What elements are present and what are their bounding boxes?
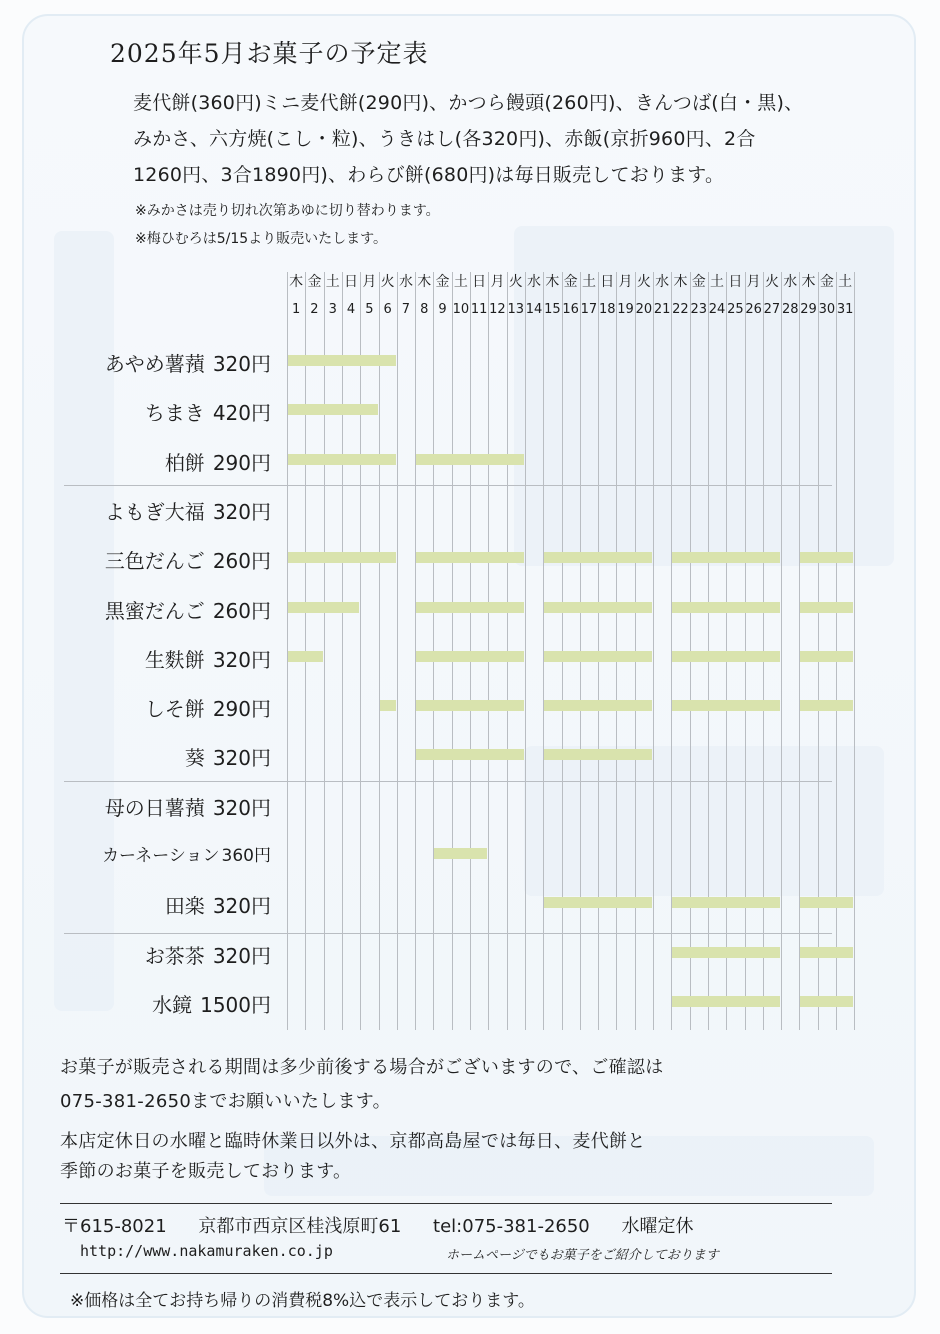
footer-divider-top	[60, 1203, 832, 1204]
availability-bar	[380, 700, 396, 711]
date-header: 16	[562, 302, 579, 317]
availability-bar	[800, 897, 853, 908]
closed-day: 水曜定休	[621, 1216, 694, 1237]
weekday-header: 水	[655, 274, 670, 290]
item-label	[165, 447, 271, 476]
date-header: 26	[745, 302, 762, 317]
item-label	[145, 644, 271, 673]
note-umehimuro: ※梅ひむろは5/15より販売いたします。	[135, 231, 388, 247]
date-header: 24	[708, 302, 726, 317]
availability-bar	[672, 700, 780, 711]
availability-bar	[288, 651, 323, 662]
availability-bar	[800, 602, 853, 613]
intro-line-2: みかさ、六方焼(こし・粒)、うきはし(各320円)、赤飯(京折960円、2合	[133, 128, 756, 150]
date-header: 18	[598, 302, 616, 317]
availability-bar	[672, 651, 780, 662]
item-name: お茶茶	[144, 943, 205, 968]
item-price: 1500円	[200, 992, 271, 1017]
weekday-header: 土	[453, 274, 468, 290]
item-name: 黒蜜だんご	[104, 598, 205, 623]
availability-bar	[288, 404, 378, 415]
date-header: 11	[470, 302, 488, 317]
item-price: 360円	[221, 846, 271, 866]
date-header: 19	[617, 302, 634, 317]
date-header: 15	[544, 302, 561, 317]
website-link[interactable]: http://www.nakamuraken.co.jp	[80, 1242, 333, 1260]
address: 京都市西京区桂浅原町61	[198, 1216, 402, 1237]
note-mikasa: ※みかさは売り切れ次第あゆに切り替わります。	[135, 203, 440, 219]
weekday-header: 月	[362, 274, 377, 290]
weekday-header: 金	[691, 274, 706, 290]
weekday-header: 金	[563, 274, 578, 290]
date-header: 8	[420, 302, 429, 317]
item-label	[105, 545, 271, 574]
item-label	[105, 496, 271, 525]
item-name: 柏餅	[164, 450, 205, 475]
availability-bar	[416, 552, 524, 563]
date-header: 9	[438, 302, 447, 317]
availability-bar	[434, 848, 487, 859]
weekday-header: 火	[636, 274, 651, 290]
date-header: 4	[346, 302, 356, 317]
item-price: 320円	[212, 795, 271, 820]
item-label	[145, 693, 271, 722]
grid-column-line	[781, 272, 782, 1030]
item-name: ちまき	[144, 401, 205, 426]
item-label	[185, 742, 271, 771]
intro-line-3: 1260円、3合1890円)、わらび餅(680円)は毎日販売しております。	[133, 164, 725, 186]
availability-bar	[416, 749, 524, 760]
notice-line-1: お菓子が販売される期間は多少前後する場合がございますので、ご確認は	[60, 1057, 664, 1078]
grid-column-line	[342, 272, 343, 1030]
date-header: 5	[365, 302, 374, 317]
availability-bar	[288, 602, 359, 613]
intro-line-1: 麦代餅(360円)ミニ麦代餅(290円)、かつら饅頭(260円)、きんつば(白・黒)、	[133, 92, 804, 114]
availability-bar	[544, 651, 652, 662]
item-label	[145, 940, 271, 969]
date-header: 21	[653, 302, 671, 317]
availability-bar	[800, 552, 853, 563]
date-header: 20	[635, 302, 653, 317]
weekday-header: 金	[819, 274, 834, 290]
weekday-header: 木	[673, 274, 688, 290]
item-price: 320円	[212, 647, 271, 672]
item-price: 260円	[212, 598, 271, 623]
weekday-header: 木	[417, 274, 432, 290]
weekday-header: 月	[746, 274, 761, 290]
availability-bar	[800, 947, 853, 958]
date-header: 28	[781, 302, 799, 317]
availability-bar	[416, 602, 524, 613]
item-name: しそ餅	[144, 697, 205, 722]
weekday-header: 日	[344, 274, 359, 290]
notice-line-4: 季節のお菓子を販売しております。	[60, 1161, 352, 1182]
availability-bar	[544, 602, 652, 613]
item-name: よもぎ大福	[104, 499, 205, 524]
notice-line-2: 075-381-2650までお願いいたします。	[60, 1091, 391, 1112]
item-name: 水鏡	[152, 992, 193, 1017]
group-separator	[64, 781, 832, 782]
date-header: 25	[727, 302, 744, 317]
grid-column-line	[324, 272, 325, 1030]
availability-bar	[544, 897, 652, 908]
date-header: 10	[452, 302, 470, 317]
weekday-header: 月	[618, 274, 633, 290]
availability-bar	[672, 897, 780, 908]
grid-column-line	[525, 272, 526, 1030]
item-name: 葵	[184, 746, 205, 771]
item-name: 母の日薯蕷	[104, 795, 205, 820]
item-price: 260円	[212, 549, 271, 574]
item-price: 290円	[212, 450, 271, 475]
availability-bar	[672, 602, 780, 613]
item-name: 生麩餅	[144, 647, 205, 672]
phone: tel:075-381-2650	[433, 1216, 590, 1237]
weekday-header: 火	[508, 274, 523, 290]
postal-code: 〒615-8021	[62, 1216, 167, 1237]
item-label	[105, 348, 271, 377]
weekday-header: 土	[325, 274, 340, 290]
availability-bar	[416, 454, 524, 465]
item-price: 320円	[212, 894, 271, 919]
group-separator	[64, 485, 832, 486]
weekday-header: 金	[435, 274, 450, 290]
weekday-header: 土	[838, 274, 853, 290]
date-header: 1	[292, 302, 301, 317]
footer-divider-bottom	[60, 1273, 832, 1274]
date-header: 23	[690, 302, 708, 317]
weekday-header: 水	[783, 274, 798, 290]
availability-bar	[288, 552, 396, 563]
availability-bar	[544, 700, 652, 711]
item-label	[105, 792, 271, 821]
grid-column-line	[379, 272, 380, 1030]
weekday-header: 水	[527, 274, 542, 290]
grid-column-line	[360, 272, 361, 1030]
availability-bar	[416, 651, 524, 662]
item-price: 320円	[212, 499, 271, 524]
item-label	[145, 397, 271, 426]
date-header: 30	[818, 302, 836, 317]
date-header: 12	[489, 302, 506, 317]
item-price: 320円	[212, 943, 271, 968]
date-header: 2	[310, 302, 319, 317]
item-name: あやめ薯蕷	[104, 352, 205, 376]
weekday-header: 金	[307, 274, 322, 290]
item-price: 420円	[212, 401, 271, 426]
date-header: 22	[672, 302, 689, 317]
page-title: 2025年5月お菓子の予定表	[110, 39, 429, 68]
weekday-header: 木	[289, 274, 304, 290]
availability-bar	[288, 355, 396, 366]
availability-bar	[672, 947, 780, 958]
availability-bar	[288, 454, 396, 465]
weekday-header: 土	[581, 274, 596, 290]
weekday-header: 火	[764, 274, 779, 290]
availability-bar	[672, 552, 780, 563]
date-header: 13	[507, 302, 525, 317]
date-header: 6	[383, 302, 392, 317]
item-name: 田楽	[164, 894, 205, 919]
availability-bar	[672, 996, 780, 1007]
weekday-header: 水	[398, 274, 413, 290]
grid-column-line	[854, 272, 855, 1030]
group-separator	[64, 933, 832, 934]
availability-bar	[800, 700, 853, 711]
availability-bar	[800, 996, 853, 1007]
availability-bar	[544, 749, 652, 760]
item-price: 290円	[212, 697, 271, 722]
date-header: 29	[800, 302, 817, 317]
weekday-header: 木	[801, 274, 816, 290]
website-note: ホームページでもお菓子をご紹介しております	[446, 1248, 719, 1263]
weekday-header: 月	[490, 274, 505, 290]
item-label	[165, 890, 271, 919]
availability-bar	[544, 552, 652, 563]
tax-note: ※価格は全てお持ち帰りの消費税8%込で表示しております。	[70, 1291, 535, 1311]
weekday-header: 木	[545, 274, 560, 290]
grid-column-line	[653, 272, 654, 1030]
date-header: 31	[836, 302, 854, 317]
date-header: 27	[763, 302, 781, 317]
item-price: 320円	[212, 746, 271, 771]
shop-address	[62, 1212, 694, 1238]
date-header: 7	[401, 302, 411, 317]
notice-line-3: 本店定休日の水曜と臨時休業日以外は、京都高島屋では毎日、麦代餅と	[60, 1131, 646, 1152]
availability-bar	[800, 651, 853, 662]
availability-bar	[416, 700, 524, 711]
grid-column-line	[397, 272, 398, 1030]
item-label	[102, 841, 271, 866]
weekday-header: 日	[728, 274, 743, 290]
item-price: 320円	[212, 352, 271, 376]
item-label	[152, 989, 271, 1018]
weekday-header: 日	[472, 274, 487, 290]
date-header: 14	[525, 302, 543, 317]
weekday-header: 火	[380, 274, 395, 290]
weekday-header: 日	[600, 274, 615, 290]
date-header: 3	[328, 302, 337, 317]
weekday-header: 土	[710, 274, 725, 290]
item-name: 三色だんご	[104, 549, 205, 574]
date-header: 17	[580, 302, 598, 317]
item-name: カーネーション	[102, 846, 220, 866]
item-label	[105, 595, 271, 624]
